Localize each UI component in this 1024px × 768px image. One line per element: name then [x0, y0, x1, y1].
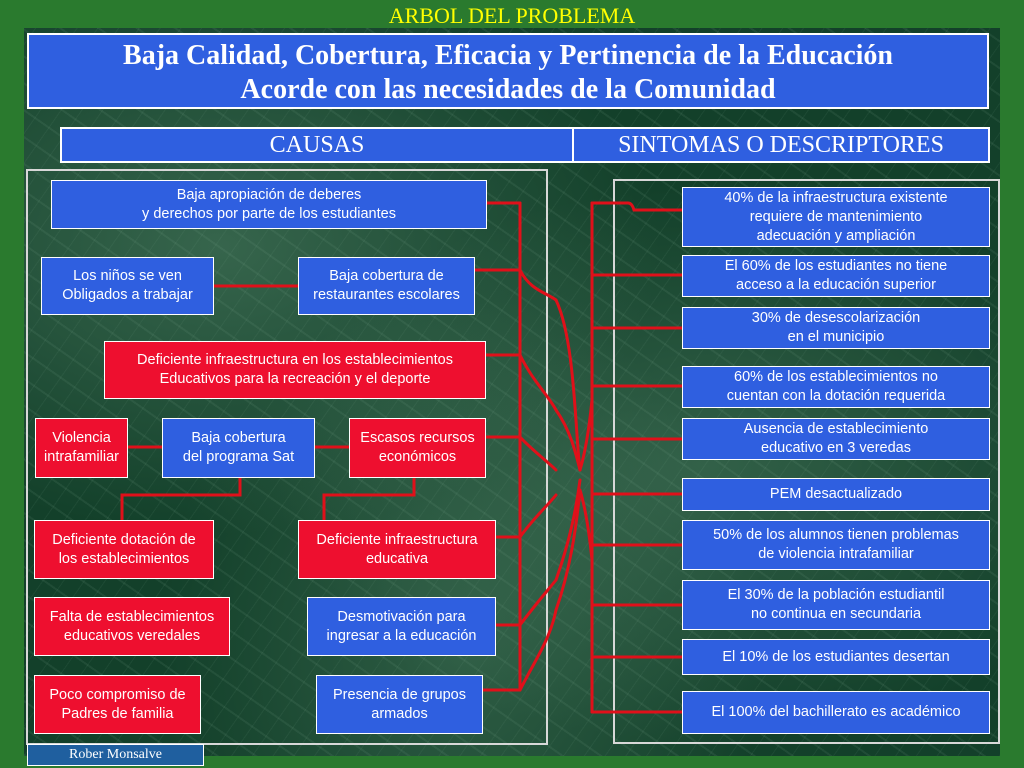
causes-header: CAUSAS	[60, 127, 574, 163]
cause-box-recreation-infrastructure: Deficiente infraestructura en los establecimientos Educativos para la recreación y el deporte	[104, 341, 486, 399]
cause-box-equipment: Deficiente dotación de los establecimientos	[34, 520, 214, 579]
cause-box-child-labor: Los niños se ven Obligados a trabajar	[41, 257, 214, 315]
cause-box-rural-schools: Falta de establecimientos educativos veredales	[34, 597, 230, 656]
symptom-box-10: El 100% del bachillerato es académico	[682, 691, 990, 734]
cause-box-infrastructure: Deficiente infraestructura educativa	[298, 520, 496, 579]
symptoms-header: SINTOMAS O DESCRIPTORES	[572, 127, 990, 163]
author-footer: Rober Monsalve	[27, 744, 204, 766]
cause-box-demotivation: Desmotivación para ingresar a la educación	[307, 597, 496, 656]
cause-box-parents: Poco compromiso de Padres de familia	[34, 675, 201, 734]
symptom-box-1: 40% de la infraestructura existente requiere de mantenimiento adecuación y ampliación	[682, 187, 990, 247]
symptom-box-9: El 10% de los estudiantes desertan	[682, 639, 990, 675]
cause-box-school-restaurants: Baja cobertura de restaurantes escolares	[298, 257, 475, 315]
page-title: ARBOL DEL PROBLEMA	[388, 3, 636, 28]
cause-box-rights: Baja apropiación de deberes y derechos por parte de los estudiantes	[51, 180, 487, 229]
cause-box-domestic-violence: Violencia intrafamiliar	[35, 418, 128, 478]
cause-box-armed-groups: Presencia de grupos armados	[316, 675, 483, 734]
cause-box-sat-program: Baja cobertura del programa Sat	[162, 418, 315, 478]
cause-box-scarce-resources: Escasos recursos económicos	[349, 418, 486, 478]
main-problem-box: Baja Calidad, Cobertura, Eficacia y Pertinencia de la Educación Acorde con las necesidades de la Comunidad	[27, 33, 989, 109]
symptom-box-8: El 30% de la población estudiantil no continua en secundaria	[682, 580, 990, 630]
symptom-box-2: El 60% de los estudiantes no tiene acceso a la educación superior	[682, 255, 990, 297]
symptom-box-5: Ausencia de establecimiento educativo en 3 veredas	[682, 418, 990, 460]
symptom-box-7: 50% de los alumnos tienen problemas de violencia intrafamiliar	[682, 520, 990, 570]
symptom-box-3: 30% de desescolarización en el municipio	[682, 307, 990, 349]
symptom-box-6: PEM desactualizado	[682, 478, 990, 511]
symptom-box-4: 60% de los establecimientos no cuentan con la dotación requerida	[682, 366, 990, 408]
